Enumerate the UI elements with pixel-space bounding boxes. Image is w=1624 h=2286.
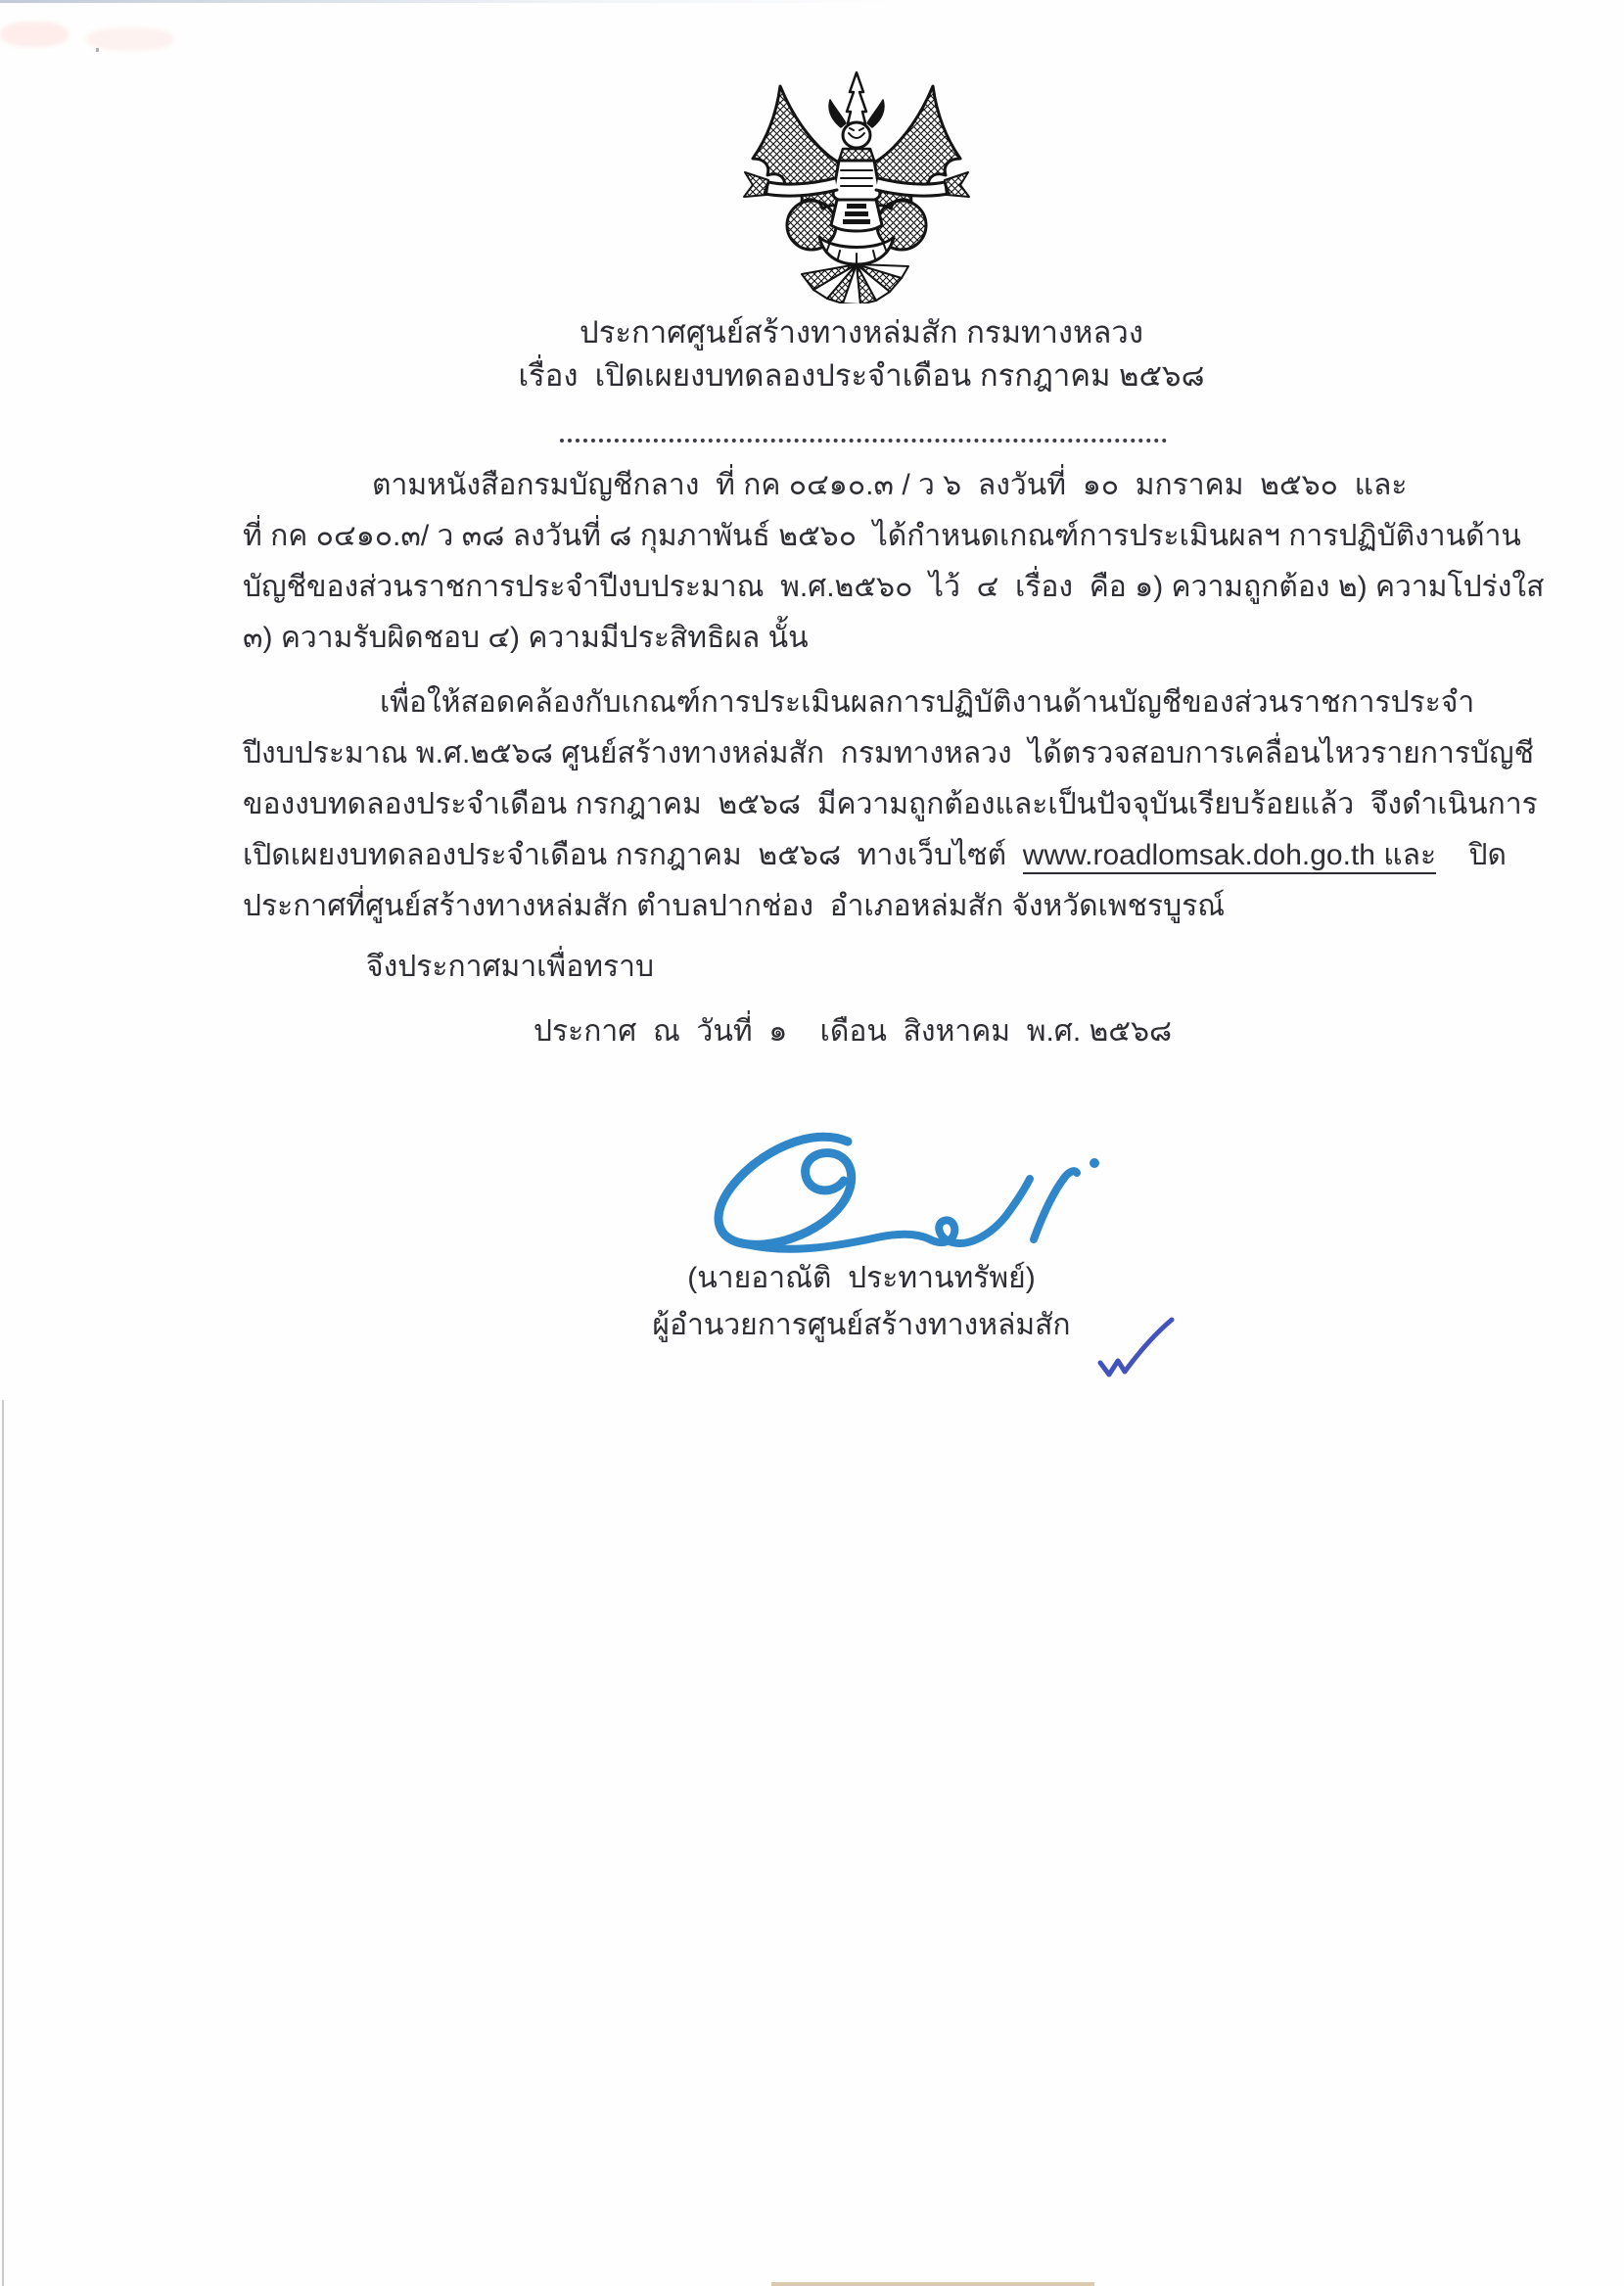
scan-artifact-top-edge <box>0 0 901 3</box>
paragraph-2-line-4-post: ปิด <box>1436 839 1508 871</box>
paragraph-2-line-4-pre: เปิดเผยงบทดลองประจำเดือน กรกฎาคม ๒๕๖๘ ทางเว็บไซต์ <box>243 839 1023 871</box>
paragraph-1-line-3: บัญชีของส่วนราชการประจำปีงบประมาณ พ.ศ.๒๕๖๐ ไว้ ๔ เรื่อง คือ ๑) ความถูกต้อง ๒) ความโปร่งใส <box>243 571 1545 603</box>
scan-artifact-pink-smudge <box>86 27 174 51</box>
pen-check-mark <box>1094 1316 1178 1389</box>
page-title: ประกาศศูนย์สร้างทางหล่มสัก กรมทางหลวง <box>580 315 1143 350</box>
paragraph-2-line-3: ของงบทดลองประจำเดือน กรกฎาคม ๒๕๖๘ มีความถูกต้องและเป็นปัจจุบันเรียบร้อยแล้ว จึงดำเนินการ <box>243 788 1538 820</box>
paragraph-2-line-4 <box>243 830 1507 881</box>
dotted-divider <box>560 415 1167 443</box>
closing-line: จึงประกาศมาเพื่อทราบ <box>366 951 654 983</box>
paragraph-1-line-2: ที่ กค ๐๔๑๐.๓/ ว ๓๘ ลงวันที่ ๘ กุมภาพันธ์ ๒๕๖๐ ได้กำหนดเกณฑ์การประเมินผลฯ การปฏิบัติงานด้าน <box>243 520 1521 552</box>
paragraph-1-line-4: ๓) ความรับผิดชอบ ๔) ความมีประสิทธิผล นั้น <box>243 622 809 654</box>
signatory-name: (นายอาณัติ ประทานทรัพย์) <box>687 1262 1036 1294</box>
scan-artifact-bottom-edge <box>771 2282 1094 2286</box>
paragraph-2-line-5: ประกาศที่ศูนย์สร้างทางหล่มสัก ตำบลปากช่อง อำเภอหล่มสัก จังหวัดเพชรบูรณ์ <box>243 890 1226 922</box>
subject-line: เรื่อง เปิดเผยงบทดลองประจำเดือน กรกฎาคม ๒๕๖๘ <box>518 358 1205 393</box>
signatory-position: ผู้อำนวยการศูนย์สร้างทางหล่มสัก <box>652 1309 1071 1341</box>
scan-artifact-speck <box>96 48 99 52</box>
website-url-text: www.roadlomsak.doh.go.th และ <box>1023 839 1436 874</box>
scan-artifact-pink-smudge <box>0 22 69 47</box>
paragraph-1-line-1: ตามหนังสือกรมบัญชีกลาง ที่ กค ๐๔๑๐.๓ / ว ๖ ลงวันที่ ๑๐ มกราคม ๒๕๖๐ และ <box>372 469 1408 501</box>
announcement-date-line: ประกาศ ณ วันที่ ๑ เดือน สิงหาคม พ.ศ. ๒๕๖๘ <box>534 1015 1173 1048</box>
garuda-emblem <box>739 69 974 303</box>
scan-artifact-left-edge <box>2 1400 4 2286</box>
handwritten-signature <box>675 1108 1136 1275</box>
paragraph-2-line-1: เพื่อให้สอดคล้องกับเกณฑ์การประเมินผลการปฏิบัติงานด้านบัญชีของส่วนราชการประจำ <box>380 686 1475 719</box>
paragraph-2-line-2: ปีงบประมาณ พ.ศ.๒๕๖๘ ศูนย์สร้างทางหล่มสัก กรมทางหลวง ได้ตรวจสอบการเคลื่อนไหวรายการบัญชี <box>243 737 1534 770</box>
